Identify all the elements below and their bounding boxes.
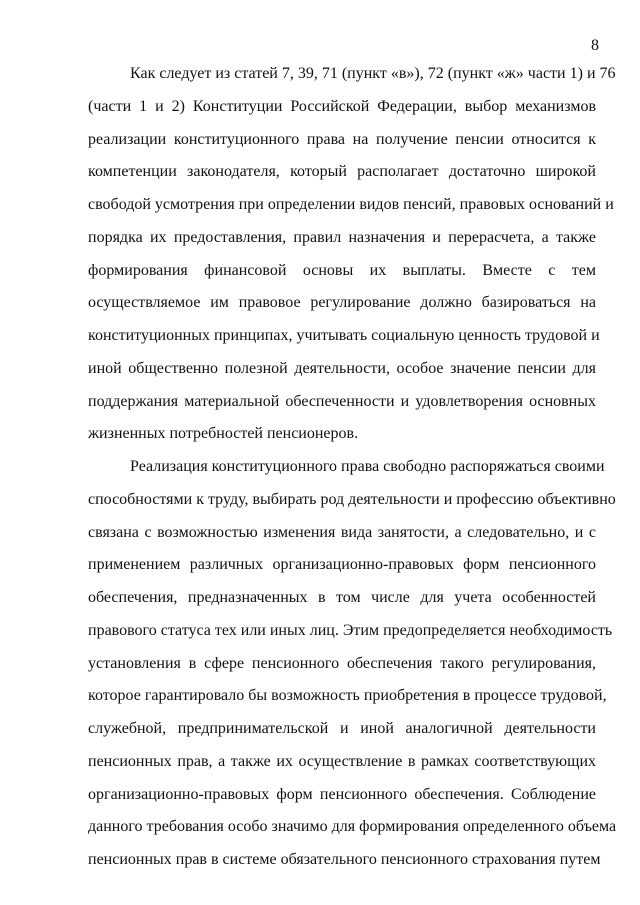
paragraph-2-line-3: связана с возможностью изменения вида занятости, а следовательно, и с (88, 524, 596, 541)
paragraph-1-line-4: компетенции законодателя, который располагает достаточно широкой (88, 163, 596, 180)
paragraph-1-line-6: порядка их предоставления, правил назначения и перерасчета, а также (88, 229, 596, 246)
paragraph-1-line-11: поддержания материальной обеспеченности и удовлетворения основных (88, 393, 596, 410)
paragraph-2-line-5: обеспечения, предназначенных в том числе для учета особенностей (88, 589, 596, 606)
paragraph-1-line-12: жизненных потребностей пенсионеров. (88, 425, 359, 442)
paragraph-1-line-2: (части 1 и 2) Конституции Российской Федерации, выбор механизмов (88, 98, 596, 115)
paragraph-2-line-10: пенсионных прав, а также их осуществление в рамках соответствующих (88, 753, 596, 770)
paragraph-2-line-11: организационно-правовых форм пенсионного обеспечения. Соблюдение (88, 786, 596, 803)
paragraph-1-line-9: конституционных принципах, учитывать социальную ценность трудовой и (88, 327, 600, 344)
paragraph-1-line-3: реализации конституционного права на получение пенсии относится к (88, 131, 596, 148)
paragraph-2-line-4: применением различных организационно-правовых форм пенсионного (88, 556, 596, 573)
paragraph-2-line-8: которое гарантировало бы возможность приобретения в процессе трудовой, (88, 687, 607, 704)
paragraph-1-line-7: формирования финансовой основы их выплаты. Вместе с тем (88, 262, 596, 279)
paragraph-2-line-1: Реализация конституционного права свободно распоряжаться своими (130, 458, 605, 475)
paragraph-1-line-1: Как следует из статей 7, 39, 71 (пункт «в»), 72 (пункт «ж» части 1) и 76 (130, 65, 616, 82)
page-number: 8 (591, 37, 599, 54)
paragraph-1-line-10: иной общественно полезной деятельности, особое значение пенсии для (88, 360, 596, 377)
paragraph-2-line-13: пенсионных прав в системе обязательного пенсионного страхования путем (88, 851, 601, 868)
paragraph-2-line-7: установления в сфере пенсионного обеспечения такого регулирования, (88, 655, 596, 672)
paragraph-2-line-2: способностями к труду, выбирать род деятельности и профессию объективно (88, 491, 616, 508)
paragraph-1-line-8: осуществляемое им правовое регулирование должно базироваться на (88, 294, 596, 311)
paragraph-1-line-5: свободой усмотрения при определении видов пенсий, правовых оснований и (88, 196, 614, 213)
paragraph-2-line-9: служебной, предпринимательской и иной аналогичной деятельности (88, 720, 596, 737)
paragraph-2-line-12: данного требования особо значимо для формирования определенного объема (88, 818, 617, 835)
paragraph-2-line-6: правового статуса тех или иных лиц. Этим предопределяется необходимость (88, 622, 613, 639)
